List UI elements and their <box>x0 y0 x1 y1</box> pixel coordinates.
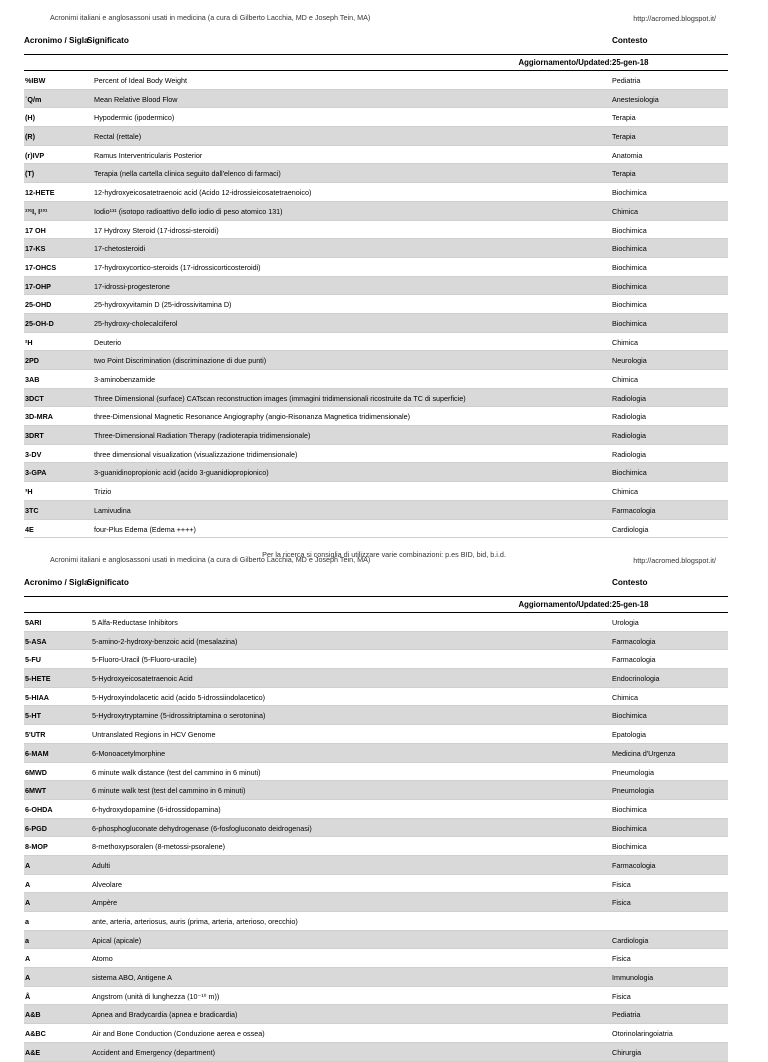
table-row <box>24 949 728 968</box>
table-row <box>24 221 728 240</box>
acronym-cell: (T) <box>25 169 35 179</box>
table-row <box>24 127 728 146</box>
table-row <box>24 164 728 183</box>
table-row <box>24 183 728 202</box>
meaning-cell: 17-hydroxycortico-steroids (17-idrossicorticosteroidi) <box>94 262 261 272</box>
meaning-cell: 5-Hydroxyeicosatetraenoic Acid <box>92 674 193 684</box>
context-cell: Biochimica <box>612 281 647 291</box>
column-headers <box>24 572 728 597</box>
meaning-cell: 6 minute walk distance (test del cammino in 6 minuti) <box>92 767 261 777</box>
meaning-cell: 5-amino-2-hydroxy-benzoic acid (mesalazina) <box>92 636 238 646</box>
updated-line <box>24 55 728 71</box>
context-cell: Farmacologia <box>612 505 656 515</box>
meaning-cell: 25-hydroxyvitamin D (25-idrossivitamina D) <box>94 300 232 310</box>
meaning-cell: Rectal (rettale) <box>94 132 142 142</box>
acronym-cell: 25-OHD <box>25 300 52 310</box>
acronym-cell: 17-KS <box>25 244 46 254</box>
acronym-cell: 3TC <box>25 505 39 515</box>
meaning-cell: 6 minute walk test (test del cammino in 6 minuti) <box>92 786 246 796</box>
updated-date: 25-gen-18 <box>612 58 649 67</box>
table-row <box>24 445 728 464</box>
table-row <box>24 239 728 258</box>
context-cell: Radiologia <box>612 412 646 422</box>
acronym-cell: 17 OH <box>25 225 46 235</box>
meaning-cell: 6-hydroxydopamine (6-idrossidopamina) <box>92 804 221 814</box>
meaning-cell: 5-Hydroxyindolacetic acid (acido 5-idrossiindolacetico) <box>92 692 265 702</box>
acronym-cell: Å <box>25 991 31 1001</box>
meaning-cell: ante, arteria, arteriosus, auris (prima, arteria, arterioso, orecchio) <box>92 917 298 926</box>
acronym-cell: 5-FU <box>25 655 41 665</box>
table-row <box>24 258 728 277</box>
context-cell: Terapia <box>612 113 636 123</box>
meaning-cell: 17-chetosteroidi <box>94 244 146 254</box>
acronym-cell: a <box>25 917 29 926</box>
table-row <box>24 370 728 389</box>
context-cell: Biochimica <box>612 804 647 814</box>
context-cell: Biochimica <box>612 711 647 721</box>
acronym-cell: 5-ASA <box>25 636 47 646</box>
meaning-cell: 6-phosphogluconate dehydrogenase (6-fosfogluconato deidrogenasi) <box>92 823 312 833</box>
context-cell: Urologia <box>612 618 639 627</box>
context-cell: Anatomia <box>612 150 643 160</box>
context-cell: Fisica <box>612 954 631 964</box>
context-cell: Pediatria <box>612 76 641 85</box>
table-row <box>24 856 728 875</box>
acronym-cell: A <box>25 879 31 889</box>
meaning-cell: 17-idrossi-progesterone <box>94 281 170 291</box>
table-row <box>24 90 728 109</box>
context-cell: Radiologia <box>612 449 646 459</box>
table-row <box>24 688 728 707</box>
acronym-cell: 3-GPA <box>25 468 47 478</box>
meaning-cell: Mean Relative Blood Flow <box>94 94 178 104</box>
context-cell: Fisica <box>612 991 631 1001</box>
meaning-cell: sistema ABO, Antigene A <box>92 973 172 983</box>
meaning-cell: 3-guanidinopropionic acid (acido 3-guanidiopropionico) <box>94 468 269 478</box>
acronym-cell: A <box>25 954 31 964</box>
acronym-cell: 6-OHDA <box>25 804 53 814</box>
meaning-cell: Ramus Interventricularis Posterior <box>94 150 203 160</box>
meaning-cell: 3-aminobenzamide <box>94 375 156 384</box>
context-cell: Terapia <box>612 132 636 142</box>
table-row <box>24 987 728 1006</box>
acronym-cell: A&B <box>25 1010 41 1020</box>
meaning-cell: 25-hydroxy-cholecalciferol <box>94 318 178 328</box>
meaning-cell: 5-Hydroxytryptamine (5-idrossitriptamina o serotonina) <box>92 711 266 721</box>
acronym-cell: 3D-MRA <box>25 412 53 422</box>
table-row <box>24 407 728 426</box>
table-row <box>24 725 728 744</box>
context-cell: Biochimica <box>612 262 647 272</box>
meaning-cell: Trizio <box>94 487 112 497</box>
table-row <box>24 1005 728 1024</box>
acronym-cell: 12-HETE <box>25 188 55 198</box>
context-cell: Biochimica <box>612 188 647 198</box>
meaning-cell: Three Dimensional (surface) CATscan reconstruction images (immagini tridimensionali ricostruite da TC di superficie) <box>94 393 466 403</box>
context-cell: Chimica <box>612 487 638 497</box>
context-cell: Biochimica <box>612 823 647 833</box>
table-row <box>24 520 728 539</box>
context-cell: Chimica <box>612 692 638 702</box>
table-row <box>24 1024 728 1043</box>
meaning-cell: Apical (apicale) <box>92 935 142 945</box>
context-cell: Chimica <box>612 337 638 347</box>
context-cell: Pneumologia <box>612 786 654 796</box>
column-header-meaning: Significato <box>87 36 129 45</box>
table-row <box>24 1043 728 1062</box>
table-row <box>24 875 728 894</box>
table-row <box>24 632 728 651</box>
context-cell: Chirurgia <box>612 1047 642 1057</box>
acronym-cell: A <box>25 898 31 908</box>
table-row <box>24 482 728 501</box>
column-header-acronym: Acronimo / Sigla <box>24 36 89 45</box>
table-row <box>24 389 728 408</box>
context-cell: Cardiologia <box>612 524 649 534</box>
table-row <box>24 706 728 725</box>
acronym-cell: 17-OHCS <box>25 262 57 272</box>
meaning-cell: two Point Discrimination (discriminazione di due punti) <box>94 356 267 366</box>
updated-date: 25-gen-18 <box>612 600 649 609</box>
meaning-cell: Percent of Ideal Body Weight <box>94 76 187 85</box>
acronym-cell: 6MWD <box>25 767 47 777</box>
table-row <box>24 333 728 352</box>
context-cell: Farmacologia <box>612 655 656 665</box>
search-tip: Per la ricerca si consiglia di utilizzare varie combinazioni: p.es BID, bid, b.i.d. <box>262 550 506 560</box>
table-row <box>24 71 728 90</box>
acronym-cell: 25-OH-D <box>25 318 54 328</box>
updated-label: Aggiornamento/Updated: <box>518 600 612 609</box>
table-row <box>24 351 728 370</box>
page-header <box>0 0 768 30</box>
meaning-cell: 6-Monoacetylmorphine <box>92 748 166 758</box>
context-cell: Anestesiologia <box>612 94 659 104</box>
table-row <box>24 763 728 782</box>
acronym-cell: (R) <box>25 132 35 142</box>
table-row <box>24 819 728 838</box>
column-headers <box>24 30 728 55</box>
acronym-cell: A <box>25 860 31 870</box>
context-cell: Epatologia <box>612 730 646 740</box>
acronym-cell: (r)IVP <box>25 150 45 160</box>
acronym-cell: ²H <box>25 337 33 347</box>
table-row <box>24 744 728 763</box>
context-cell: Biochimica <box>612 468 647 478</box>
meaning-cell: Apnea and Bradycardia (apnea e bradicardia) <box>92 1010 238 1020</box>
table-row <box>24 295 728 314</box>
meaning-cell: Atomo <box>92 954 113 964</box>
table-row <box>24 501 728 520</box>
context-cell: Neurologia <box>612 356 647 366</box>
context-cell: Farmacologia <box>612 860 656 870</box>
context-cell: Cardiologia <box>612 935 649 945</box>
meaning-cell: Alveolare <box>92 879 122 889</box>
acronym-cell: 6-PGD <box>25 823 47 833</box>
context-cell: Pediatria <box>612 1010 641 1020</box>
acronym-cell: (H) <box>25 113 35 123</box>
acronym-cell: 5-HETE <box>25 674 51 684</box>
table-row <box>24 426 728 445</box>
context-cell: Otorinolaringoiatria <box>612 1029 673 1039</box>
acronym-cell: 5-HIAA <box>25 692 49 702</box>
context-cell: Immunologia <box>612 973 654 983</box>
meaning-cell: Angstrom (unità di lunghezza (10⁻¹⁰ m)) <box>92 991 220 1001</box>
table-row <box>24 108 728 127</box>
table-row <box>24 837 728 856</box>
acronym-cell: 5-HT <box>25 711 41 721</box>
meaning-cell: Untranslated Regions in HCV Genome <box>92 730 216 740</box>
table-row <box>24 314 728 333</box>
acronym-cell: ˙Q/m <box>25 94 42 104</box>
context-cell: Biochimica <box>612 300 647 310</box>
acronym-cell: 3DCT <box>25 393 44 403</box>
context-cell: Biochimica <box>612 842 647 852</box>
acronym-table <box>24 613 728 1062</box>
table-row <box>24 650 728 669</box>
context-cell: Biochimica <box>612 244 647 254</box>
context-cell: Farmacologia <box>612 636 656 646</box>
acronym-cell: A <box>25 973 31 983</box>
meaning-cell: Adulti <box>92 860 110 870</box>
meaning-cell: 8-methoxypsoralen (8-metossi-psoralene) <box>92 842 226 852</box>
acronym-cell: 17-OHP <box>25 281 51 291</box>
context-cell: Medicina d'Urgenza <box>612 748 676 758</box>
page-header <box>0 542 768 572</box>
acronym-cell: 2PD <box>25 356 39 366</box>
column-header-meaning: Significato <box>87 578 129 587</box>
acronym-cell: 3-DV <box>25 449 42 459</box>
table-row <box>24 781 728 800</box>
document-title: Acronimi italiani e anglosassoni usati in medicina (a cura di Gilberto Lacchia, MD e Joseph Tein, MA) <box>50 13 371 22</box>
column-header-context: Contesto <box>612 36 648 45</box>
acronym-cell: ¹³¹I, I¹³¹ <box>25 206 48 216</box>
acronym-cell: 3DRT <box>25 431 44 441</box>
acronym-table <box>24 71 728 538</box>
updated-line <box>24 597 728 613</box>
table-row <box>24 912 728 931</box>
meaning-cell: Iodio¹³¹ (isotopo radioattivo dello iodio di peso atomico 131) <box>94 206 283 216</box>
context-cell: Fisica <box>612 898 631 908</box>
table-row <box>24 463 728 482</box>
context-cell: Radiologia <box>612 393 646 403</box>
context-cell: Chimica <box>612 206 638 216</box>
blog-url: http://acromed.blogspot.it/ <box>633 14 716 23</box>
table-row <box>24 800 728 819</box>
acronym-cell: %IBW <box>25 76 46 85</box>
context-cell: Biochimica <box>612 318 647 328</box>
updated-label: Aggiornamento/Updated: <box>518 58 612 67</box>
meaning-cell: Accident and Emergency (department) <box>92 1047 216 1057</box>
table-row <box>24 202 728 221</box>
meaning-cell: Deuterio <box>94 337 122 347</box>
meaning-cell: Ampère <box>92 898 118 908</box>
table-row <box>24 669 728 688</box>
context-cell: Fisica <box>612 879 631 889</box>
table-row <box>24 968 728 987</box>
column-header-acronym: Acronimo / Sigla <box>24 578 89 587</box>
meaning-cell: 12-hydroxyeicosatetraenoic acid (Acido 12-idrossieicosatetraenoico) <box>94 188 312 198</box>
context-cell: Endocrinologia <box>612 674 660 684</box>
meaning-cell: 5-Fluoro-Uracil (5-Fluoro-uracile) <box>92 655 197 665</box>
acronym-cell: ³H <box>25 487 33 497</box>
meaning-cell: four-Plus Edema (Edema ++++) <box>94 524 196 534</box>
acronym-cell: 6MWT <box>25 786 47 796</box>
meaning-cell: three dimensional visualization (visualizzazione tridimensionale) <box>94 449 298 459</box>
acronym-cell: 4E <box>25 524 34 534</box>
context-cell: Pneumologia <box>612 767 654 777</box>
acronym-cell: A&E <box>25 1047 41 1057</box>
document-title: Acronimi italiani e anglosassoni usati in medicina (a cura di Gilberto Lacchia, MD e Joseph Tein, MA) <box>50 555 371 564</box>
acronym-cell: a <box>25 935 29 945</box>
meaning-cell: 5 Alfa-Reductase Inhibitors <box>92 618 178 627</box>
acronym-cell: 6-MAM <box>25 748 49 758</box>
table-row <box>24 931 728 950</box>
meaning-cell: Hypodermic (ipodermico) <box>94 113 175 123</box>
document-page-2 <box>0 542 768 1062</box>
acronym-cell: 8-MOP <box>25 842 48 852</box>
meaning-cell: three-Dimensional Magnetic Resonance Angiography (angio-Risonanza Magnetica tridimensionale) <box>94 412 411 422</box>
acronym-cell: 5ARI <box>25 618 42 627</box>
meaning-cell: 17 Hydroxy Steroid (17-idrossi-steroidi) <box>94 225 219 235</box>
meaning-cell: Three-Dimensional Radiation Therapy (radioterapia tridimensionale) <box>94 431 311 441</box>
acronym-cell: 5'UTR <box>25 730 46 740</box>
table-row <box>24 146 728 165</box>
column-header-context: Contesto <box>612 578 648 587</box>
acronym-cell: 3AB <box>25 375 40 384</box>
meaning-cell: Air and Bone Conduction (Conduzione aerea e ossea) <box>92 1029 265 1039</box>
table-row <box>24 893 728 912</box>
blog-url: http://acromed.blogspot.it/ <box>633 556 716 565</box>
meaning-cell: Terapia (nella cartella clinica seguito dall'elenco di farmaci) <box>94 169 281 179</box>
context-cell: Chimica <box>612 375 638 384</box>
context-cell: Biochimica <box>612 225 647 235</box>
acronym-cell: A&BC <box>25 1029 46 1039</box>
table-row <box>24 277 728 296</box>
context-cell: Terapia <box>612 169 636 179</box>
meaning-cell: Lamivudina <box>94 505 131 515</box>
context-cell: Radiologia <box>612 431 646 441</box>
table-row <box>24 613 728 632</box>
